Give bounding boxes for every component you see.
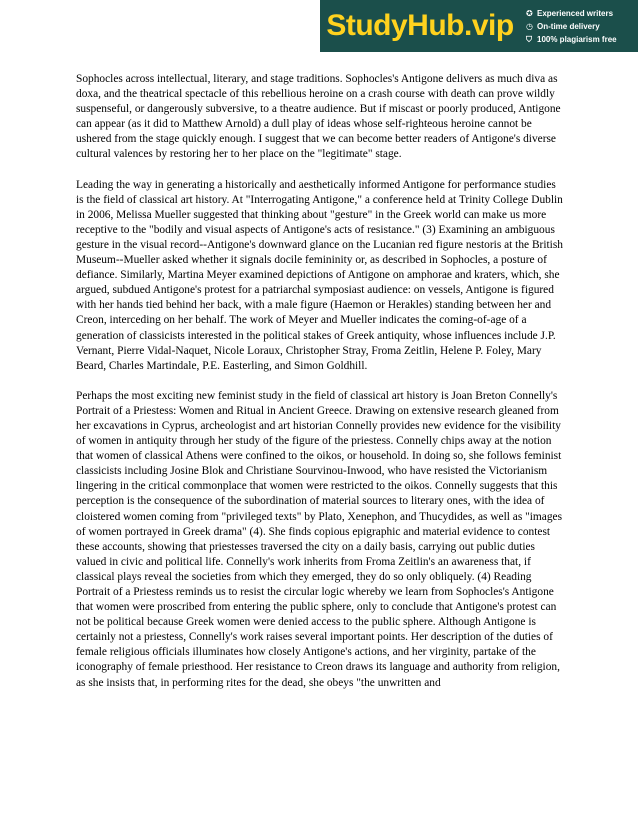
feature-item [526, 20, 638, 33]
feature-list [520, 7, 638, 46]
brand-logo[interactable]: StudyHub.vip [326, 9, 514, 42]
feature-label: Experienced writers [537, 8, 614, 18]
studyhub-banner[interactable] [320, 0, 638, 52]
paragraph: Perhaps the most exciting new feminist study in the field of classical art history is Joan Breton Connelly's Portrait of a Priestess: Women and Ritual in Ancient Greece. Drawing on extensive research gleaned from her excavations in Cyprus, archeologist and art historian Connelly provides new evidence for the visibility of women in antiquity through her study of the figure of the priestess. Connelly chips away at the notion that women of classical Athens were confined to the oikos, or household. In doing so, she follows feminist classicists including Josine Blok and Christiane Sourvinou-Inwood, who have resisted the Victorianism lingering in the critical commonplace that women were restricted to the oikos. Connelly suggests that this perception is the consequence of the subordination of material sources to literary ones, with the idea of cloistered women coming from "privileged texts" by Plato, Xenephon, and Thucydides, as well as "images of women portrayed in Greek drama" (4). She finds copious epigraphic and material evidence to contest these accounts, showing that priestesses traversed the city on a daily basis, carrying out public duties valued in civic and political life. Connelly's work inherits from Froma Zeitlin's an awareness that, if classical plays reveal the societies from which they emerged, they do so only obliquely. (4) Reading Portrait of a Priestess reminds us to resist the circular logic whereby we learn from Sophocles's Antigone that women were proscribed from entering the public sphere, only to conclude that Antigone's protest can not be political because Greek women were denied access to the public sphere. Although Antigone is certainly not a priestess, Connelly's work raises several important points. Her description of the duties of female religious officials illuminates how closely Antigone's actions, and her virginity, partake of the iconography of female priesthood. Her resistance to Creon draws its language and authority from religion, as she insists that, in performing rites for the dead, she obeys "the unwritten and [76, 389, 563, 689]
feature-item [526, 33, 638, 46]
paragraph: Sophocles across intellectual, literary, and stage traditions. Sophocles's Antigone delivers as much diva as doxa, and the theatrical spectacle of this rebellious heroine on a crash course with death can prove wildly suspenseful, or dangerously subversive, to a theatre audience. But if miscast or poorly produced, Antigone can appear (as it did to Matthew Arnold) a dull play of ideas whose self-righteous heroine cannot be ushered from the stage quickly enough. I suggest that we can become better readers of Antigone's diverse cultural valences by restoring her to her place on the "legitimate" stage. [76, 73, 561, 161]
feature-label: On-time delivery [537, 21, 600, 31]
feature-label: 100% plagiarism free [537, 34, 617, 44]
shield-check-icon: ⛉ [526, 34, 532, 44]
paragraph: Leading the way in generating a historically and aesthetically informed Antigone for performance studies is the field of classical art history. At "Interrogating Antigone," a conference held at Trinity College Dublin in 2006, Melissa Mueller suggested that thinking about "gesture" in the Greek world can make us more receptive to the "bodily and visual aspects of Antigone's acts of resistance." (3) Examining an ambiguous gesture in the visual record--Antigone's downward glance on the Lucanian red figure nestoris at the British Museum--Mueller asked whether it signals docile femininity or, as described in Sophocles, a posture of defiance. Similarly, Martina Meyer examined depictions of Antigone on amphorae and kraters, which, she argued, subdued Antigone's protest for a patriarchal symposiast audience: on vessels, Antigone is figured with her hands tied behind her back, with a male figure (Haemon or Herakles) standing between her and Creon, interceding on her behalf. The work of Meyer and Mueller indicates the coming-of-age of a generation of classicists interested in the political stakes of Greek antiquity, whose influences include J.P. Vernant, Pierre Vidal-Naquet, Nicole Loraux, Christopher Stray, Froma Zeitlin, Helene P. Foley, Mary Beard, Charles Martindale, P.E. Easterling, and Simon Goldhill. [76, 178, 563, 372]
feature-item [526, 7, 638, 20]
star-icon: ✪ [526, 8, 533, 18]
document-body [76, 72, 566, 706]
clock-icon: ◷ [526, 21, 533, 31]
